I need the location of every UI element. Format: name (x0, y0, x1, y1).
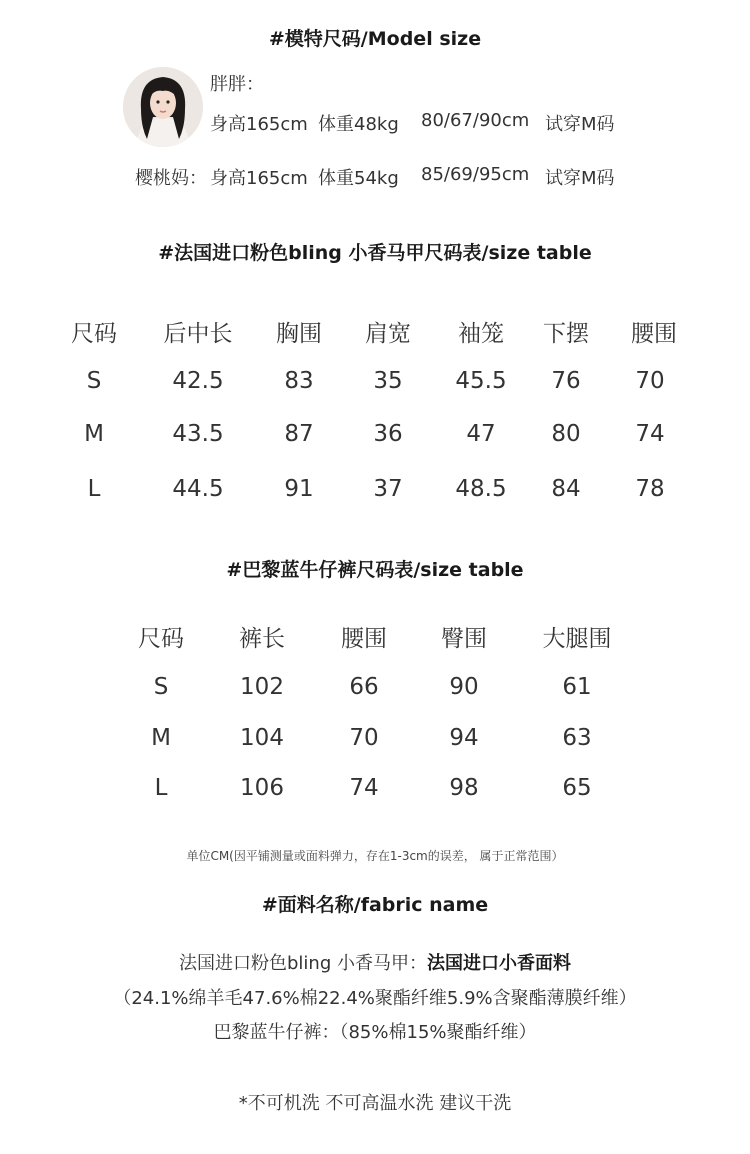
pants-cell: 94 (449, 725, 479, 751)
vest-cell: 44.5 (172, 476, 224, 502)
vest-cell: 74 (635, 421, 665, 447)
pants-cell: 104 (240, 725, 284, 751)
pants-cell: 63 (562, 725, 592, 751)
pants-cell: 102 (240, 674, 284, 700)
vest-header-size: 尺码 (71, 321, 117, 347)
model-2-weight: 体重54kg (318, 168, 399, 189)
vest-cell: 43.5 (172, 421, 224, 447)
pants-header-thigh: 大腿围 (542, 626, 612, 652)
fabric-line-pants: 巴黎蓝牛仔裤：（85%棉15%聚酯纤维） (213, 1022, 537, 1043)
vest-header-waist: 腰围 (631, 321, 677, 347)
pants-cell: L (154, 775, 168, 801)
vest-cell: 45.5 (455, 368, 507, 394)
model-1-measurements: 80/67/90cm (421, 110, 530, 131)
vest-cell: 47 (466, 421, 496, 447)
vest-cell: 80 (551, 421, 581, 447)
vest-cell: 78 (635, 476, 665, 502)
fabric-vest-material: 法国进口小香面料 (426, 953, 571, 974)
pants-cell: 70 (349, 725, 379, 751)
vest-header-chest: 胸围 (276, 321, 322, 347)
vest-cell: 84 (551, 476, 581, 502)
vest-cell: 87 (284, 421, 314, 447)
pants-table-title: #巴黎蓝牛仔裤尺码表/size table (226, 559, 524, 581)
vest-cell: 48.5 (455, 476, 507, 502)
pants-cell: 65 (562, 775, 592, 801)
vest-cell: 76 (551, 368, 581, 394)
model-avatar (123, 67, 203, 147)
vest-header-hem: 下摆 (543, 321, 589, 347)
pants-header-length: 裤长 (239, 626, 285, 652)
model-2-row (0, 164, 750, 188)
vest-cell: 37 (373, 476, 403, 502)
model-1-weight: 体重48kg (318, 114, 399, 135)
fabric-line-vest (0, 949, 750, 975)
model-1-height: 身高165cm (210, 114, 308, 135)
pants-cell: S (153, 674, 169, 700)
vest-cell: M (84, 421, 104, 447)
pants-cell: 106 (240, 775, 284, 801)
fabric-vest-label: 法国进口粉色bling 小香马甲： (179, 953, 427, 974)
model-size-title: #模特尺码/Model size (268, 28, 482, 50)
vest-cell: 83 (284, 368, 314, 394)
care-note: *不可机洗 不可高温水洗 建议干洗 (238, 1093, 512, 1114)
vest-cell: L (87, 476, 101, 502)
model-2-height: 身高165cm (210, 168, 308, 189)
unit-note: 单位CM(因平铺测量或面料弹力，存在1-3cm的误差， 属于正常范围） (186, 849, 564, 863)
fabric-title: #面料名称/fabric name (261, 894, 489, 916)
pants-cell: 66 (349, 674, 379, 700)
vest-cell: 36 (373, 421, 403, 447)
pants-header-size: 尺码 (138, 626, 184, 652)
vest-cell: S (86, 368, 102, 394)
vest-cell: 42.5 (172, 368, 224, 394)
vest-header-shoulder: 肩宽 (365, 321, 411, 347)
vest-cell: 35 (373, 368, 403, 394)
pants-header-waist: 腰围 (341, 626, 387, 652)
model-2-measurements: 85/69/95cm (421, 164, 530, 185)
pants-cell: 98 (449, 775, 479, 801)
pants-cell: 90 (449, 674, 479, 700)
model-1-row (0, 110, 750, 134)
model-1-size: 试穿M码 (545, 114, 615, 135)
pants-cell: M (151, 725, 171, 751)
vest-cell: 70 (635, 368, 665, 394)
model-2-size: 试穿M码 (545, 168, 615, 189)
vest-table-title: #法国进口粉色bling 小香马甲尺码表/size table (158, 242, 592, 264)
pants-cell: 61 (562, 674, 592, 700)
model-2-name: 樱桃妈： (135, 168, 207, 189)
pants-header-hip: 臀围 (441, 626, 487, 652)
vest-header-armhole: 袖笼 (458, 321, 504, 347)
pants-cell: 74 (349, 775, 379, 801)
fabric-line-composition: （24.1%绵羊毛47.6%棉22.4%聚酯纤维5.9%含聚酯薄膜纤维） (113, 988, 637, 1009)
vest-cell: 91 (284, 476, 314, 502)
vest-header-back-length: 后中长 (163, 321, 233, 347)
model-1-name: 胖胖： (210, 74, 264, 95)
